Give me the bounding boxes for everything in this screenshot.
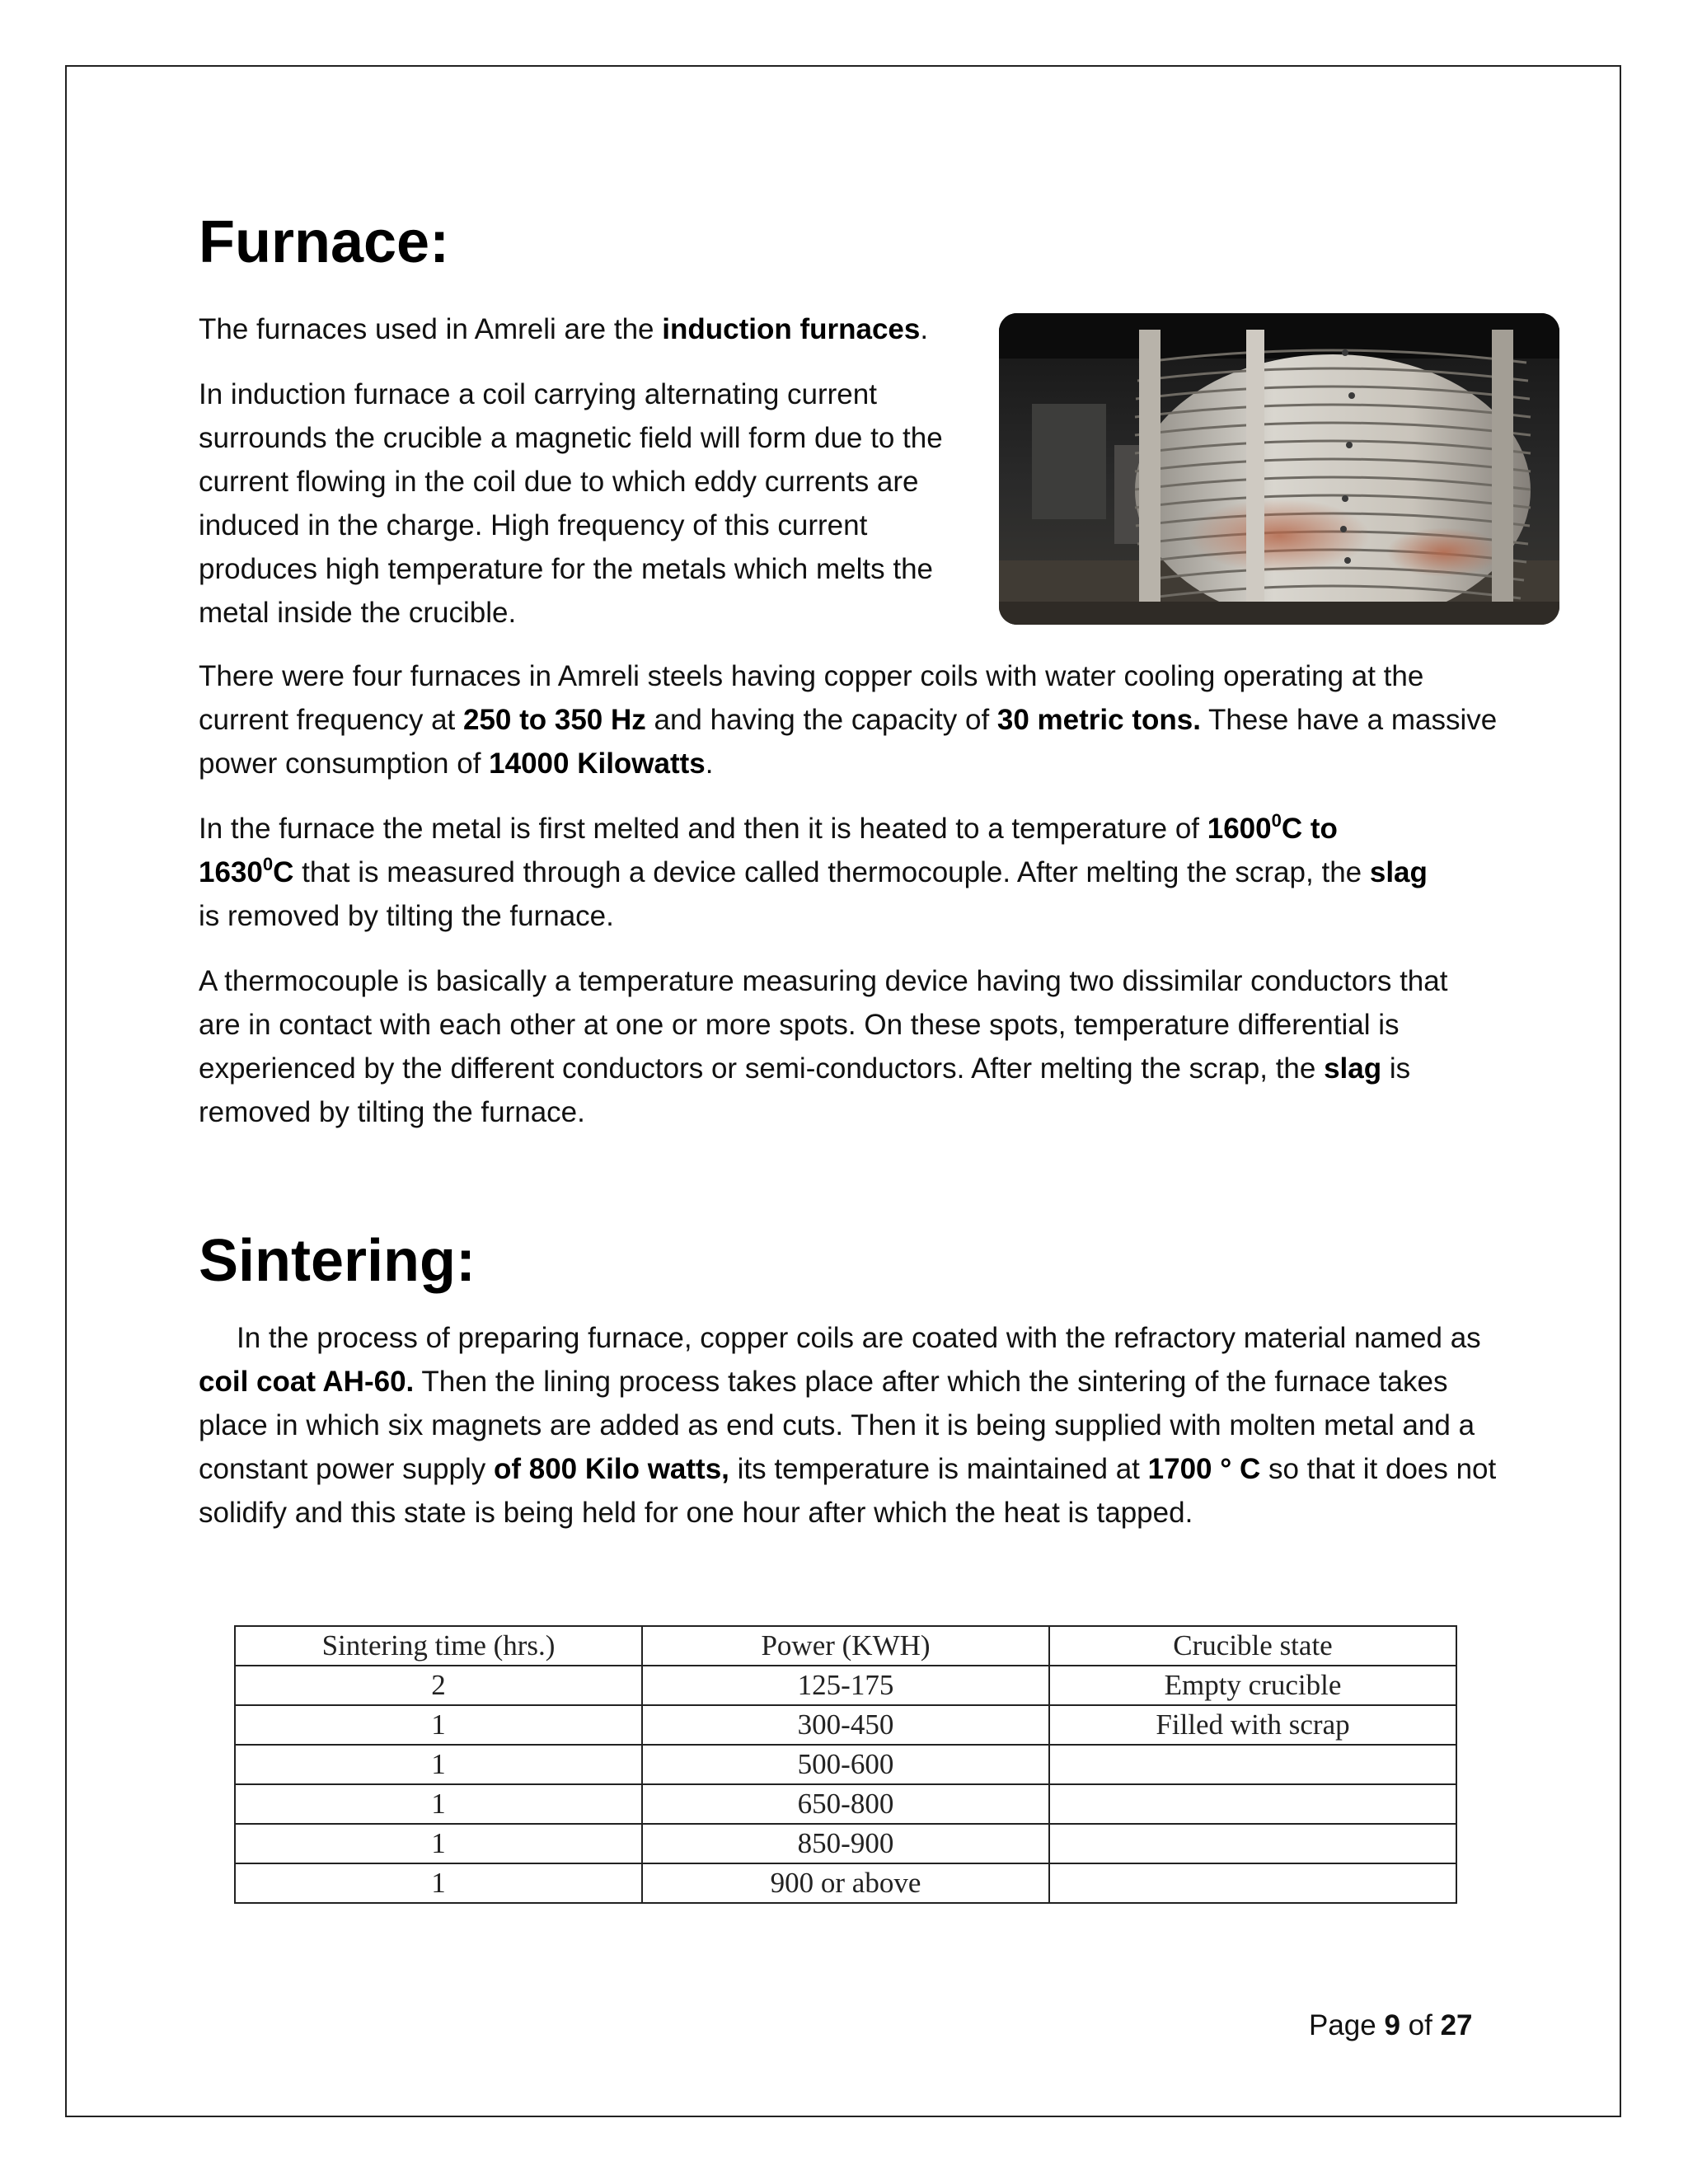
frequency-value: 250 to 350 Hz	[463, 704, 646, 736]
page-footer	[1309, 2009, 1473, 2042]
header-sintering-time: Sintering time (hrs.)	[235, 1626, 642, 1666]
furnace-temperature-paragraph: In the furnace the metal is first melted and then it is heated to a temperature of 1600$^0$C to 1630$^0$C that is measured through a device called thermocouple. After melting the scrap, the slag is removed by tilting the furnace.	[199, 810, 1428, 932]
temperature-high: C to 1630	[199, 813, 1338, 888]
cell-time: 1	[235, 1784, 642, 1824]
header-power: Power (KWH)	[642, 1626, 1049, 1666]
power-supply-value: of 800 Kilo watts,	[493, 1453, 729, 1485]
induction-paragraph: In induction furnace a coil carrying alternating current surrounds the crucible a magnetic field will form due to the current flowing in the coil due to which eddy currents are induced in the charge. High frequency of this current produces high temperature for the metals which melts the metal inside the crucible.	[199, 378, 943, 629]
cell-time: 2	[235, 1666, 642, 1705]
cell-power: 650-800	[642, 1784, 1049, 1824]
table-row	[235, 1863, 1456, 1903]
cell-power: 900 or above	[642, 1863, 1049, 1903]
cell-state	[1049, 1824, 1456, 1863]
furnace-intro	[199, 307, 990, 351]
table-row	[235, 1666, 1456, 1705]
power-value: 14000 Kilowatts	[489, 748, 706, 780]
intro-text: The furnaces used in Amreli are the	[199, 313, 663, 345]
sintering-heading: Sintering:	[199, 1228, 476, 1294]
cell-power: 300-450	[642, 1705, 1049, 1745]
cell-state: Empty crucible	[1049, 1666, 1456, 1705]
total-page-count: 27	[1440, 2009, 1473, 2041]
slag-term: slag	[1369, 856, 1428, 888]
table-row	[235, 1784, 1456, 1824]
footer-of-label: of	[1400, 2009, 1441, 2041]
sintering-paragraph: In the process of preparing furnace, copper coils are coated with the refractory material named as coil coat AH-60. Then the lining process takes place after which the sintering of the furnace takes place in which six magnets are added as end cuts. Then it is being supplied with molten metal and a constant power supply of 800 Kilo watts, its temperature is maintained at 1700 ° C so that it does not solidify and this state is being held for one hour after which the heat is tapped.	[199, 1322, 1497, 1529]
intro-bold: induction furnaces	[662, 313, 921, 345]
table-row	[235, 1824, 1456, 1863]
induction-furnace-photo	[999, 313, 1559, 625]
cell-time: 1	[235, 1705, 642, 1745]
table-header-row	[235, 1626, 1456, 1666]
cell-state	[1049, 1784, 1456, 1824]
cell-time: 1	[235, 1824, 642, 1863]
cell-state	[1049, 1745, 1456, 1784]
cell-time: 1	[235, 1745, 642, 1784]
current-page-number: 9	[1384, 2009, 1400, 2041]
cell-time: 1	[235, 1863, 642, 1903]
intro-period: .	[920, 313, 929, 345]
cell-state	[1049, 1863, 1456, 1903]
cell-power: 850-900	[642, 1824, 1049, 1863]
furnace-capacity-paragraph: There were four furnaces in Amreli steels having copper coils with water cooling operating at the current frequency at 250 to 350 Hz and having the capacity of 30 metric tons. These have a massive power consumption of 14000 Kilowatts.	[199, 660, 1498, 780]
table-row	[235, 1745, 1456, 1784]
footer-page-label: Page	[1309, 2009, 1385, 2041]
thermocouple-paragraph: A thermocouple is basically a temperature measuring device having two dissimilar conductors that are in contact with each other at one or more spots. On these spots, temperature differential is experienced by the different conductors or semi-conductors. After melting the scrap, the slag is removed by tilting the furnace.	[199, 965, 1448, 1128]
capacity-value: 30 metric tons.	[996, 704, 1201, 736]
temperature-low: 1600	[1207, 813, 1272, 845]
cell-power: 125-175	[642, 1666, 1049, 1705]
header-crucible-state: Crucible state	[1049, 1626, 1456, 1666]
slag-term-2: slag	[1324, 1052, 1382, 1085]
table-row	[235, 1705, 1456, 1745]
cell-state: Filled with scrap	[1049, 1705, 1456, 1745]
coil-coat-name: coil coat AH-60.	[199, 1366, 415, 1398]
sintering-table	[234, 1625, 1457, 1904]
sintering-temperature: 1700 ° C	[1147, 1453, 1261, 1485]
furnace-heading: Furnace:	[199, 209, 450, 275]
cell-power: 500-600	[642, 1745, 1049, 1784]
